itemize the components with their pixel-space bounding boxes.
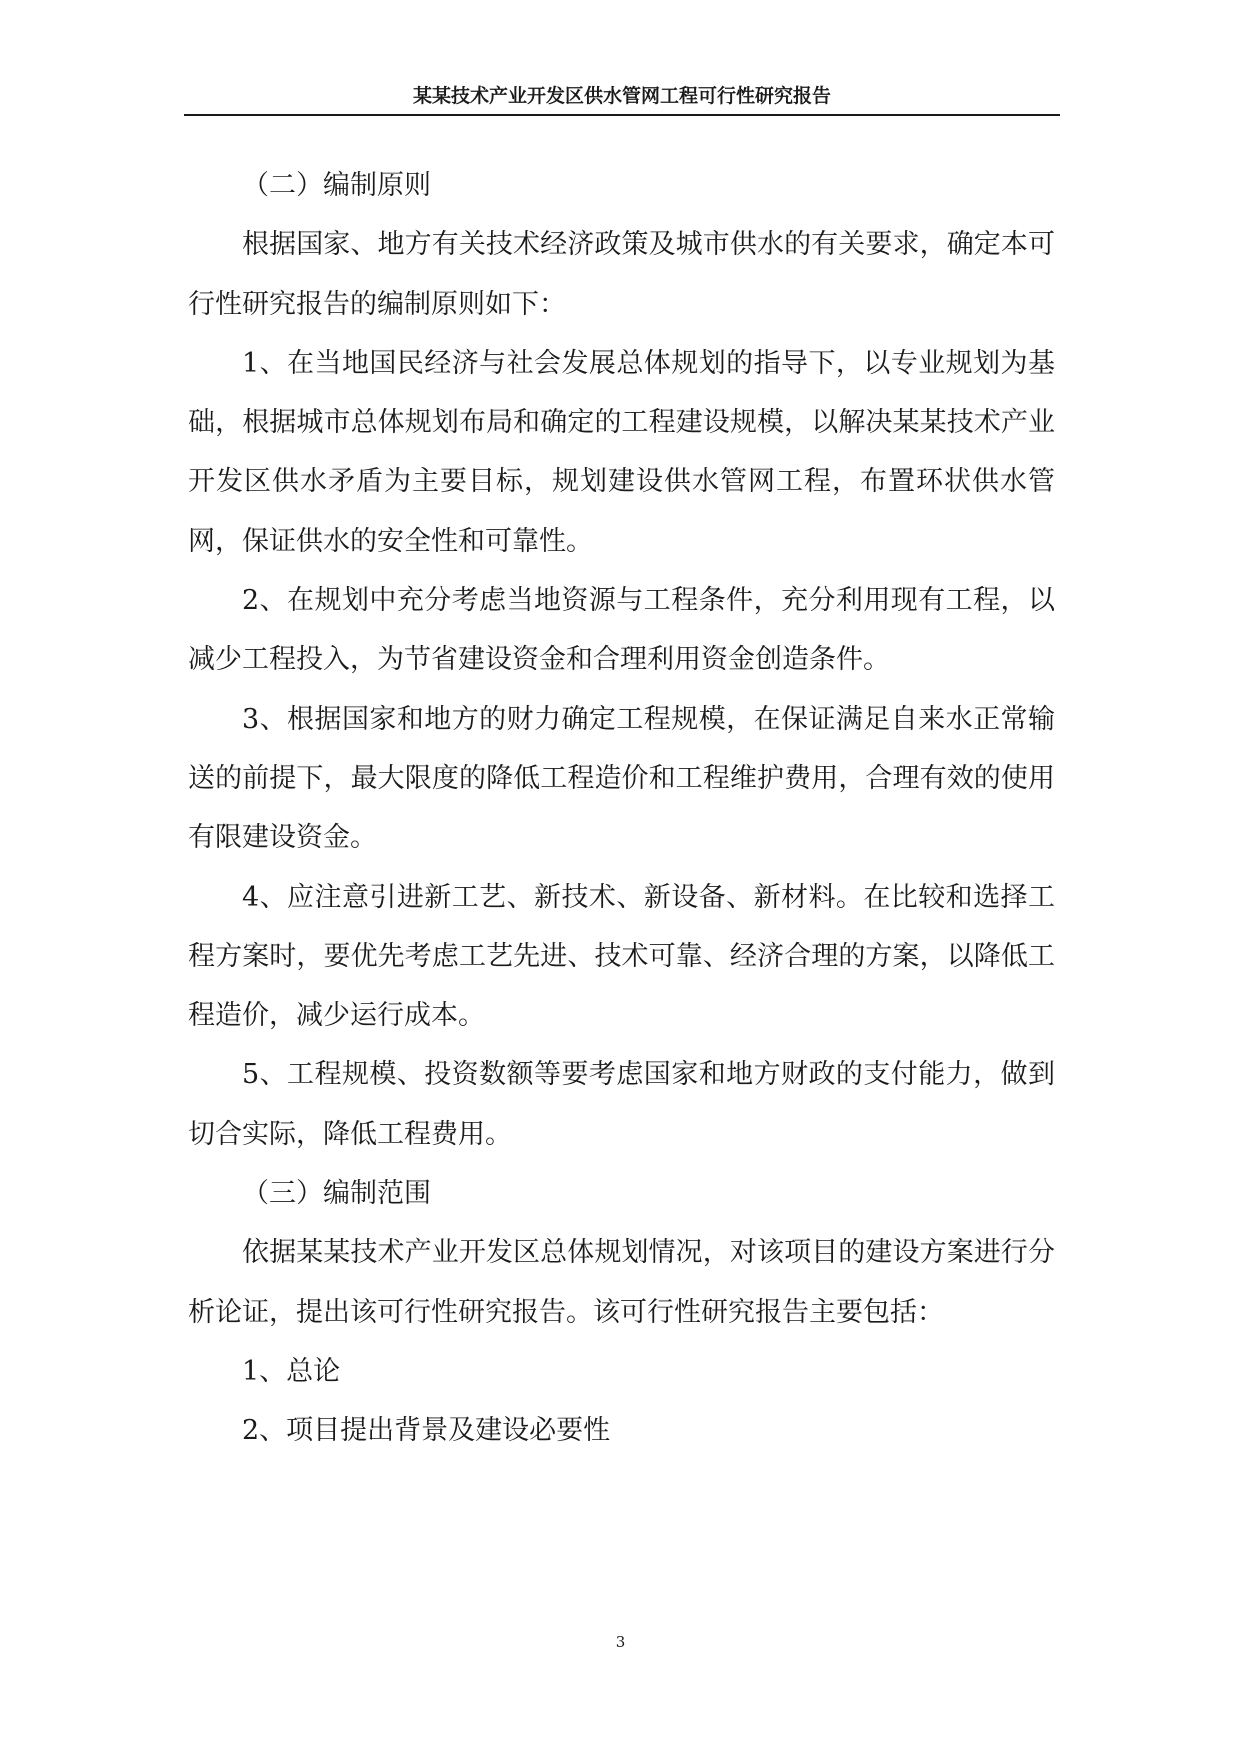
principle-paragraph-3: 3、根据国家和地方的财力确定工程规模，在保证满足自来水正常输送的前提下，最大限度的降低工程造价和工程维护费用，合理有效的使用有限建设资金。 [188,703,1055,854]
principles-intro-paragraph: 根据国家、地方有关技术经济政策及城市供水的有关要求，确定本可行性研究报告的编制原则如下： [188,229,1055,320]
scope-intro-paragraph: 依据某某技术产业开发区总体规划情况，对该项目的建设方案进行分析论证，提出该可行性研究报告。该可行性研究报告主要包括： [188,1237,1055,1328]
document-body [188,156,1055,1461]
running-header-title: 某某技术产业开发区供水管网工程可行性研究报告 [412,85,831,107]
scope-item-1: 1、总论 [242,1355,341,1387]
section-heading-principles: （二）编制原则 [242,170,431,201]
principle-paragraph-4: 4、应注意引进新工艺、新技术、新设备、新材料。在比较和选择工程方案时，要优先考虑工艺先进、技术可靠、经济合理的方案，以降低工程造价，减少运行成本。 [188,881,1055,1032]
header-rule [184,114,1060,116]
section-heading-scope: （三）编制范围 [242,1178,431,1210]
page-number: 3 [615,1633,626,1651]
principle-paragraph-5: 5、工程规模、投资数额等要考虑国家和地方财政的支付能力，做到切合实际，降低工程费用。 [188,1059,1055,1150]
principle-paragraph-2: 2、在规划中充分考虑当地资源与工程条件，充分利用现有工程，以减少工程投入，为节省建设资金和合理利用资金创造条件。 [188,585,1055,676]
scope-item-2: 2、项目提出背景及建设必要性 [242,1415,611,1447]
principle-paragraph-1: 1、在当地国民经济与社会发展总体规划的指导下，以专业规划为基础，根据城市总体规划布局和确定的工程建设规模，以解决某某技术产业开发区供水矛盾为主要目标，规划建设供水管网工程，布置环状供水管网，保证供水的安全性和可靠性。 [188,347,1055,557]
